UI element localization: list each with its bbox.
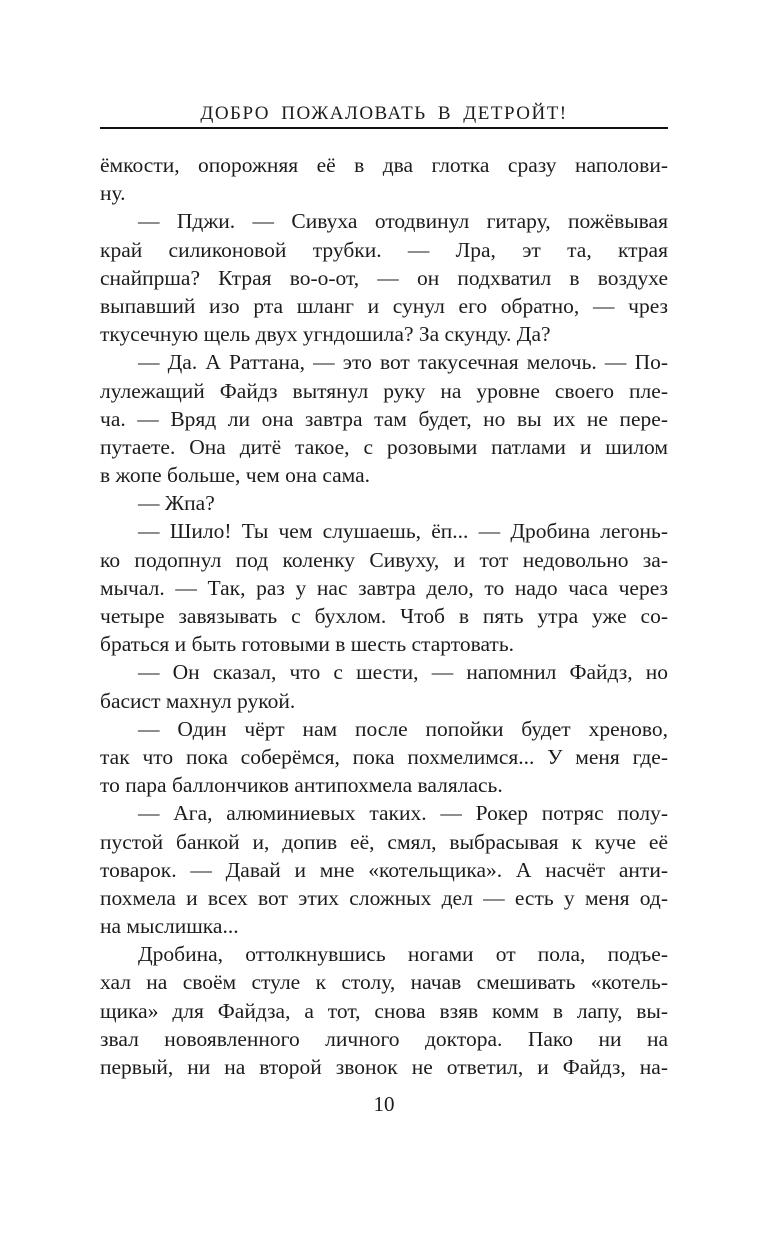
text-line: — Шило! Ты чем слушаешь, ёп... — Дробина легонь- <box>138 519 668 544</box>
paragraph <box>100 799 668 940</box>
text-line: лулежащий Файдз вытянул руку на уровне своего пле- <box>100 378 668 403</box>
text-line: товарок. — Давай и мне «котельщика». А насчёт анти- <box>100 857 668 882</box>
text-line: — Да. А Раттана, — это вот такусечная мелочь. — По- <box>138 350 668 375</box>
text-line: путаете. Она дитё такое, с розовыми патлами и шилом <box>100 434 668 459</box>
text-line: — Он сказал, что с шести, — напомнил Файдз, но <box>138 660 668 685</box>
body-text <box>100 151 668 1081</box>
paragraph <box>100 207 668 348</box>
page-number: 10 <box>373 1092 395 1116</box>
paragraph <box>100 715 668 800</box>
running-head: ДОБРО ПОЖАЛОВАТЬ В ДЕТРОЙТ! <box>200 103 568 124</box>
paragraph <box>100 940 668 1081</box>
text-line: ёмкости, опорожняя её в два глотка сразу наполови- <box>100 153 668 177</box>
header-rule <box>100 127 668 129</box>
text-line: — Пджи. — Сивуха отодвинул гитару, пожёвывая <box>138 209 668 234</box>
text-line: пустой банкой и, допив её, смял, выбрасывая к куче её <box>100 829 668 854</box>
text-line: первый, ни на второй звонок не ответил, и Файдз, на- <box>100 1055 668 1079</box>
text-line: басист махнул рукой. <box>100 688 296 713</box>
paragraph <box>100 489 668 517</box>
text-line: Дробина, оттолкнувшись ногами от пола, подъе- <box>138 942 668 967</box>
text-line: выпавший изо рта шланг и сунул его обратно, — чрез <box>100 293 668 318</box>
text-line: ткусечную щель двух угндошила? За скунду. Да? <box>100 322 551 347</box>
text-line: — Один чёрт нам после попойки будет хреново, <box>138 716 668 741</box>
text-line: мычал. — Так, раз у нас завтра дело, то надо часа через <box>100 575 668 600</box>
text-line: ко подопнул под коленку Сивуху, и тот недовольно за- <box>100 547 668 572</box>
text-line: снайпрша? Ктрая во-о-от, — он подхватил в воздухе <box>100 265 668 290</box>
text-line: хал на своём стуле к столу, начав смешивать «котель- <box>100 970 668 995</box>
paragraph <box>100 658 668 714</box>
paragraph <box>100 151 668 207</box>
text-line: ча. — Вряд ли она завтра там будет, но вы их не пере- <box>100 406 668 431</box>
text-line: то пара баллончиков антипохмела валялась. <box>100 773 503 798</box>
text-line: щика» для Файдза, а тот, снова взяв комм в лапу, вы- <box>100 998 668 1023</box>
text-line: похмела и всех вот этих сложных дел — есть у меня од- <box>100 885 668 910</box>
text-line: ну. <box>100 181 126 206</box>
text-line: — Ага, алюминиевых таких. — Рокер потряс полу- <box>138 801 668 826</box>
text-line: — Жпа? <box>138 491 215 516</box>
text-line: звал новоявленного личного доктора. Пако ни на <box>100 1026 668 1051</box>
text-line: так что пока соберёмся, пока похмелимся... У меня где- <box>100 744 668 769</box>
text-line: край силиконовой трубки. — Лра, эт та, ктрая <box>100 237 668 262</box>
text-line: на мыслишка... <box>100 914 239 939</box>
text-line: в жопе больше, чем она сама. <box>100 463 371 488</box>
text-line: браться и быть готовыми в шесть стартовать. <box>100 632 515 657</box>
text-line: четыре завязывать с бухлом. Чтоб в пять утра уже со- <box>100 604 668 628</box>
paragraph <box>100 348 668 489</box>
paragraph <box>100 517 668 658</box>
